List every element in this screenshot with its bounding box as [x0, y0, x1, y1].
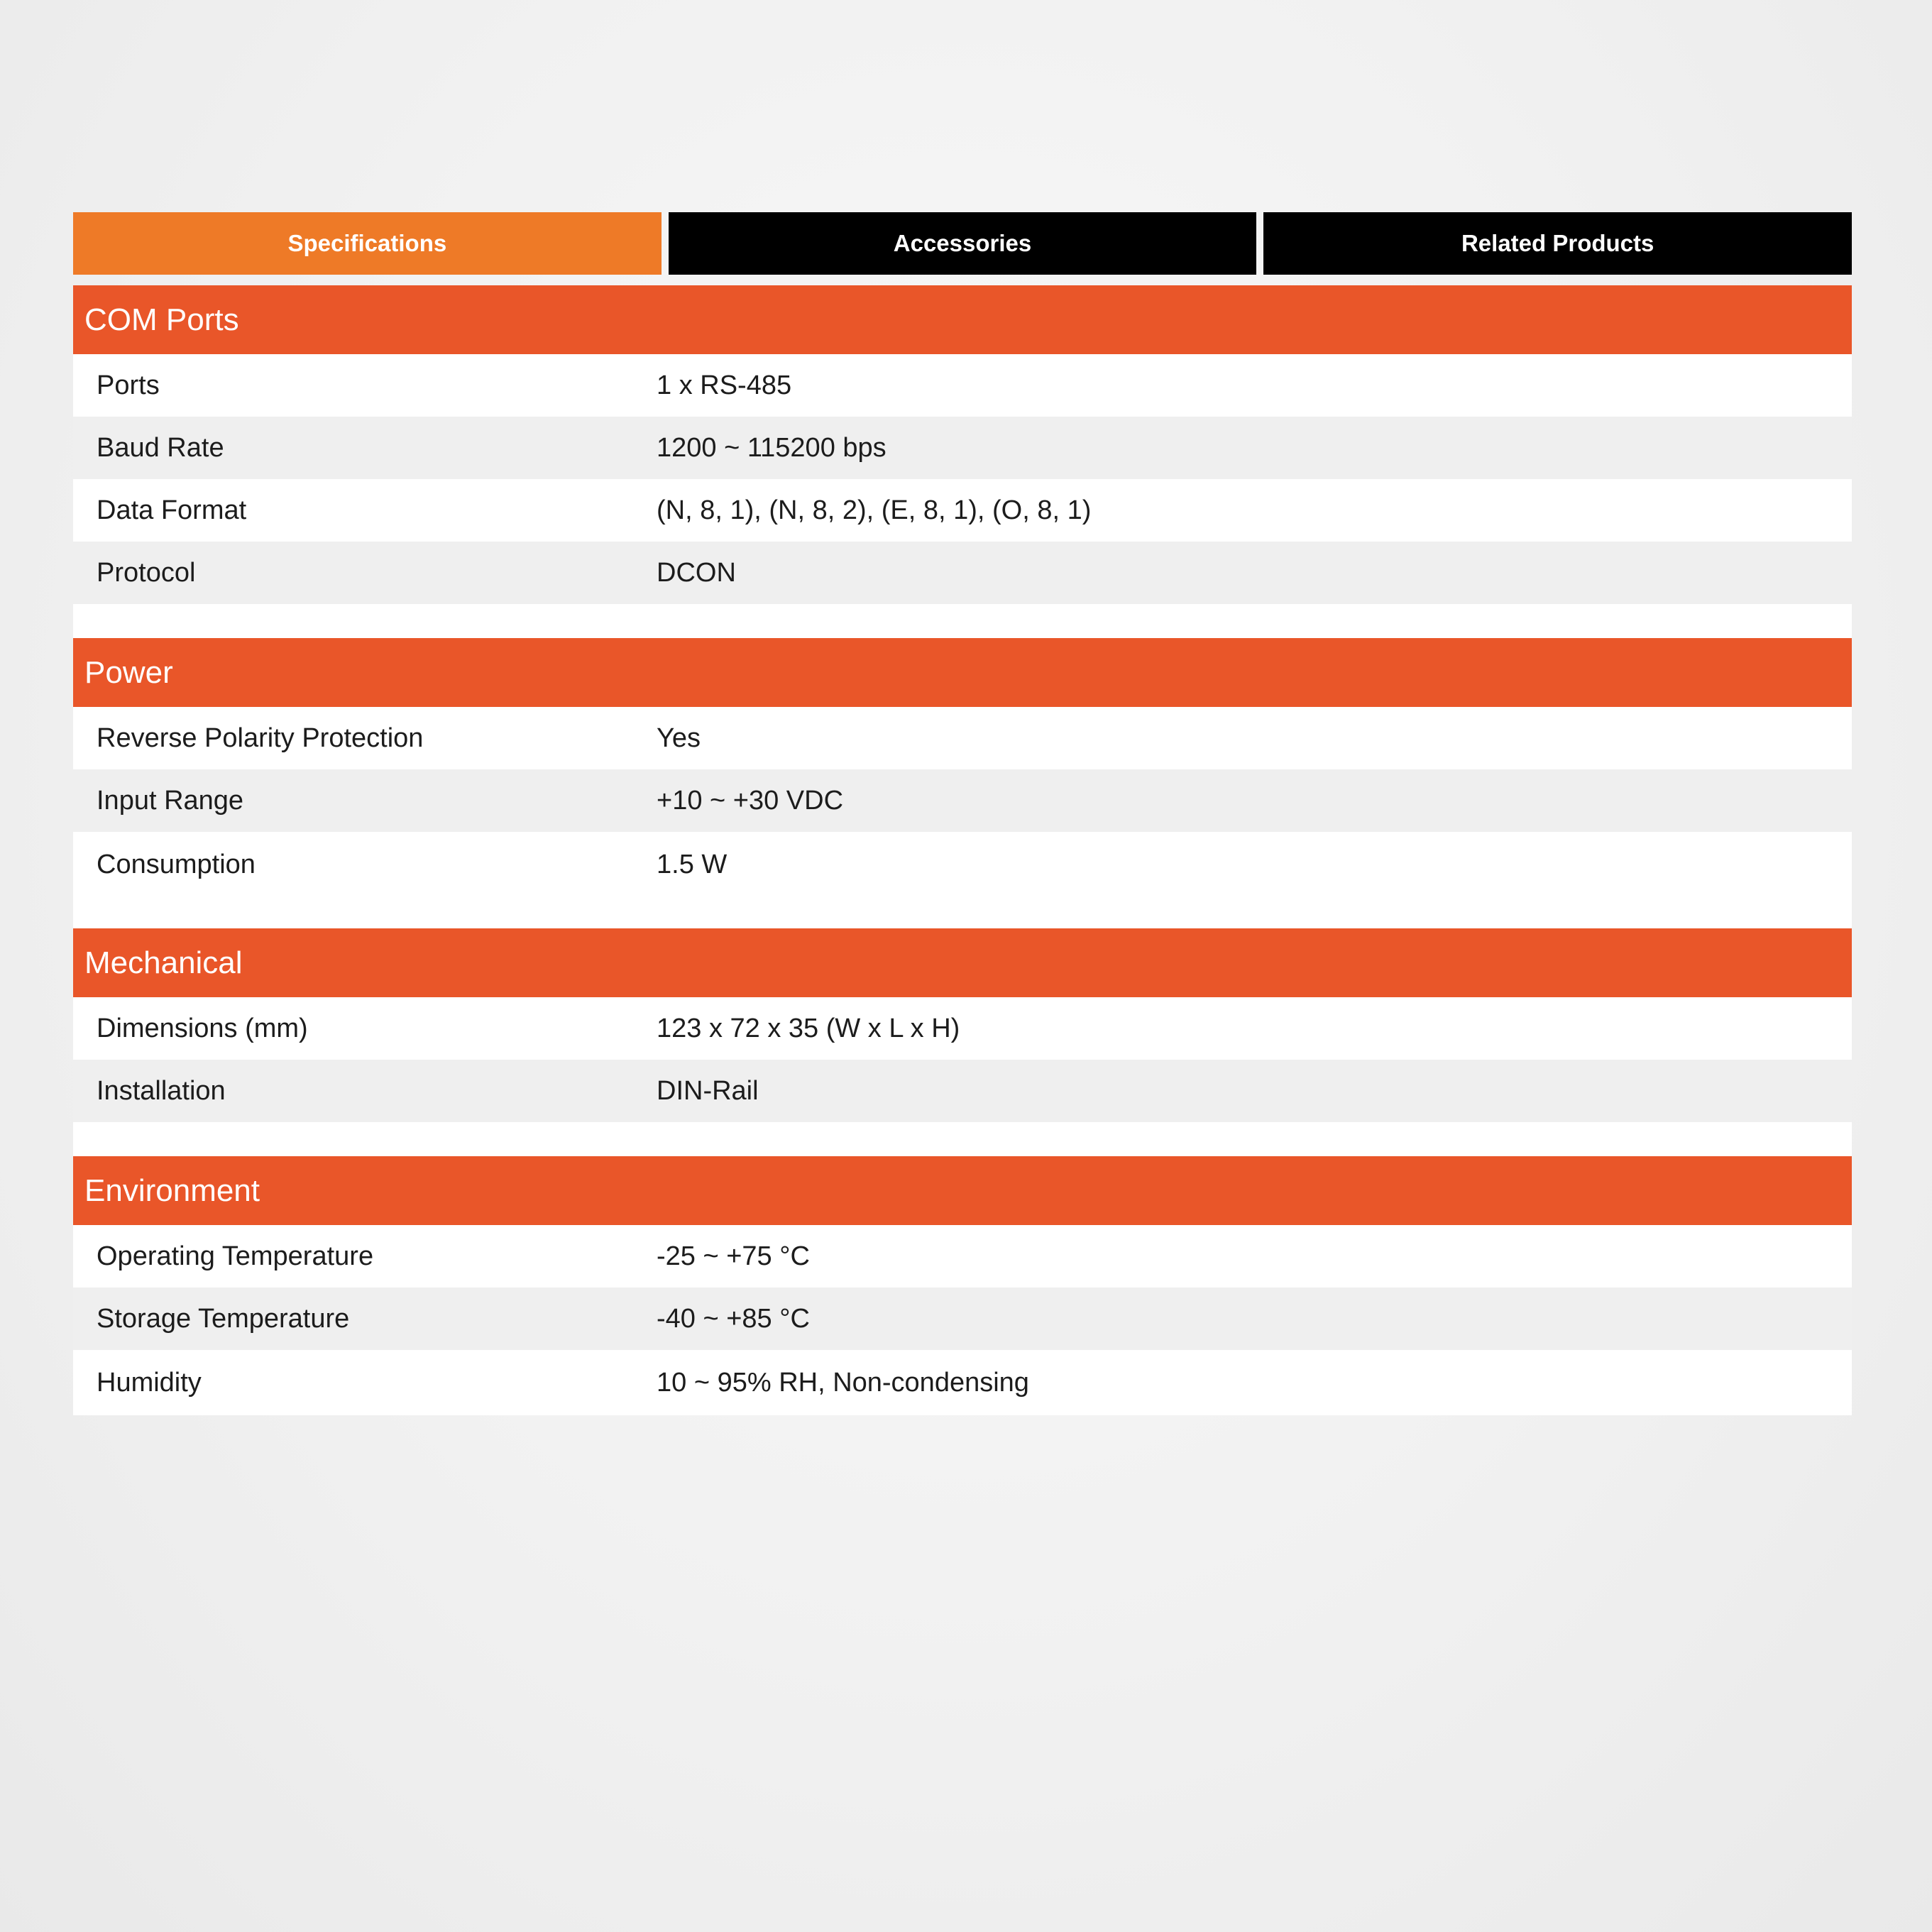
tab-accessories[interactable]: Accessories: [669, 212, 1257, 275]
spec-value: Yes: [657, 723, 701, 753]
spec-row: [73, 542, 1852, 604]
spec-value: -25 ~ +75 °C: [657, 1241, 810, 1271]
spec-label: Dimensions (mm): [97, 1013, 308, 1043]
spec-label: Installation: [97, 1075, 226, 1106]
spec-value: 1200 ~ 115200 bps: [657, 432, 887, 463]
spec-row: [73, 1350, 1852, 1415]
spec-value: +10 ~ +30 VDC: [657, 785, 844, 816]
tab-related-products[interactable]: Related Products: [1263, 212, 1852, 275]
section-title: Power: [73, 638, 1852, 707]
spec-rows: [73, 1225, 1852, 1415]
tab-specifications[interactable]: Specifications: [73, 212, 662, 275]
spec-row: [73, 1225, 1852, 1288]
section-mechanical: [73, 928, 1852, 1156]
spec-rows: [73, 707, 1852, 897]
section-gap: [73, 897, 1852, 928]
section-title: Environment: [73, 1156, 1852, 1225]
section-title: Mechanical: [73, 928, 1852, 997]
spec-row: [73, 769, 1852, 832]
spec-value: DIN-Rail: [657, 1075, 759, 1106]
spec-label: Data Format: [97, 495, 247, 525]
spec-value: 123 x 72 x 35 (W x L x H): [657, 1013, 960, 1043]
spec-value: 1.5 W: [657, 849, 728, 879]
spec-row: [73, 832, 1852, 897]
section-gap: [73, 604, 1852, 638]
spec-value: 1 x RS-485: [657, 370, 792, 400]
spec-row: [73, 417, 1852, 479]
spec-rows: [73, 354, 1852, 604]
spec-value: 10 ~ 95% RH, Non-condensing: [657, 1367, 1029, 1398]
spec-value: DCON: [657, 557, 736, 588]
spec-row: [73, 479, 1852, 542]
section-com-ports: [73, 285, 1852, 638]
spec-label: Consumption: [97, 849, 256, 879]
spec-label: Reverse Polarity Protection: [97, 723, 424, 753]
spec-label: Input Range: [97, 785, 244, 816]
spec-row: [73, 1060, 1852, 1122]
spec-label: Baud Rate: [97, 432, 224, 463]
spec-label: Storage Temperature: [97, 1303, 350, 1334]
tab-bar: [73, 212, 1852, 275]
spec-row: [73, 1288, 1852, 1350]
spec-page: [73, 212, 1852, 1415]
spec-value: -40 ~ +85 °C: [657, 1303, 810, 1334]
spec-rows: [73, 997, 1852, 1122]
spec-value: (N, 8, 1), (N, 8, 2), (E, 8, 1), (O, 8, 1): [657, 495, 1092, 525]
spec-label: Operating Temperature: [97, 1241, 374, 1271]
spec-label: Ports: [97, 370, 160, 400]
section-power: [73, 638, 1852, 928]
spec-label: Protocol: [97, 557, 196, 588]
section-environment: [73, 1156, 1852, 1415]
spec-row: [73, 997, 1852, 1060]
section-title: COM Ports: [73, 285, 1852, 354]
tab-spacer: [73, 275, 1852, 285]
section-gap: [73, 1122, 1852, 1156]
spec-label: Humidity: [97, 1367, 202, 1398]
spec-row: [73, 707, 1852, 769]
spec-row: [73, 354, 1852, 417]
